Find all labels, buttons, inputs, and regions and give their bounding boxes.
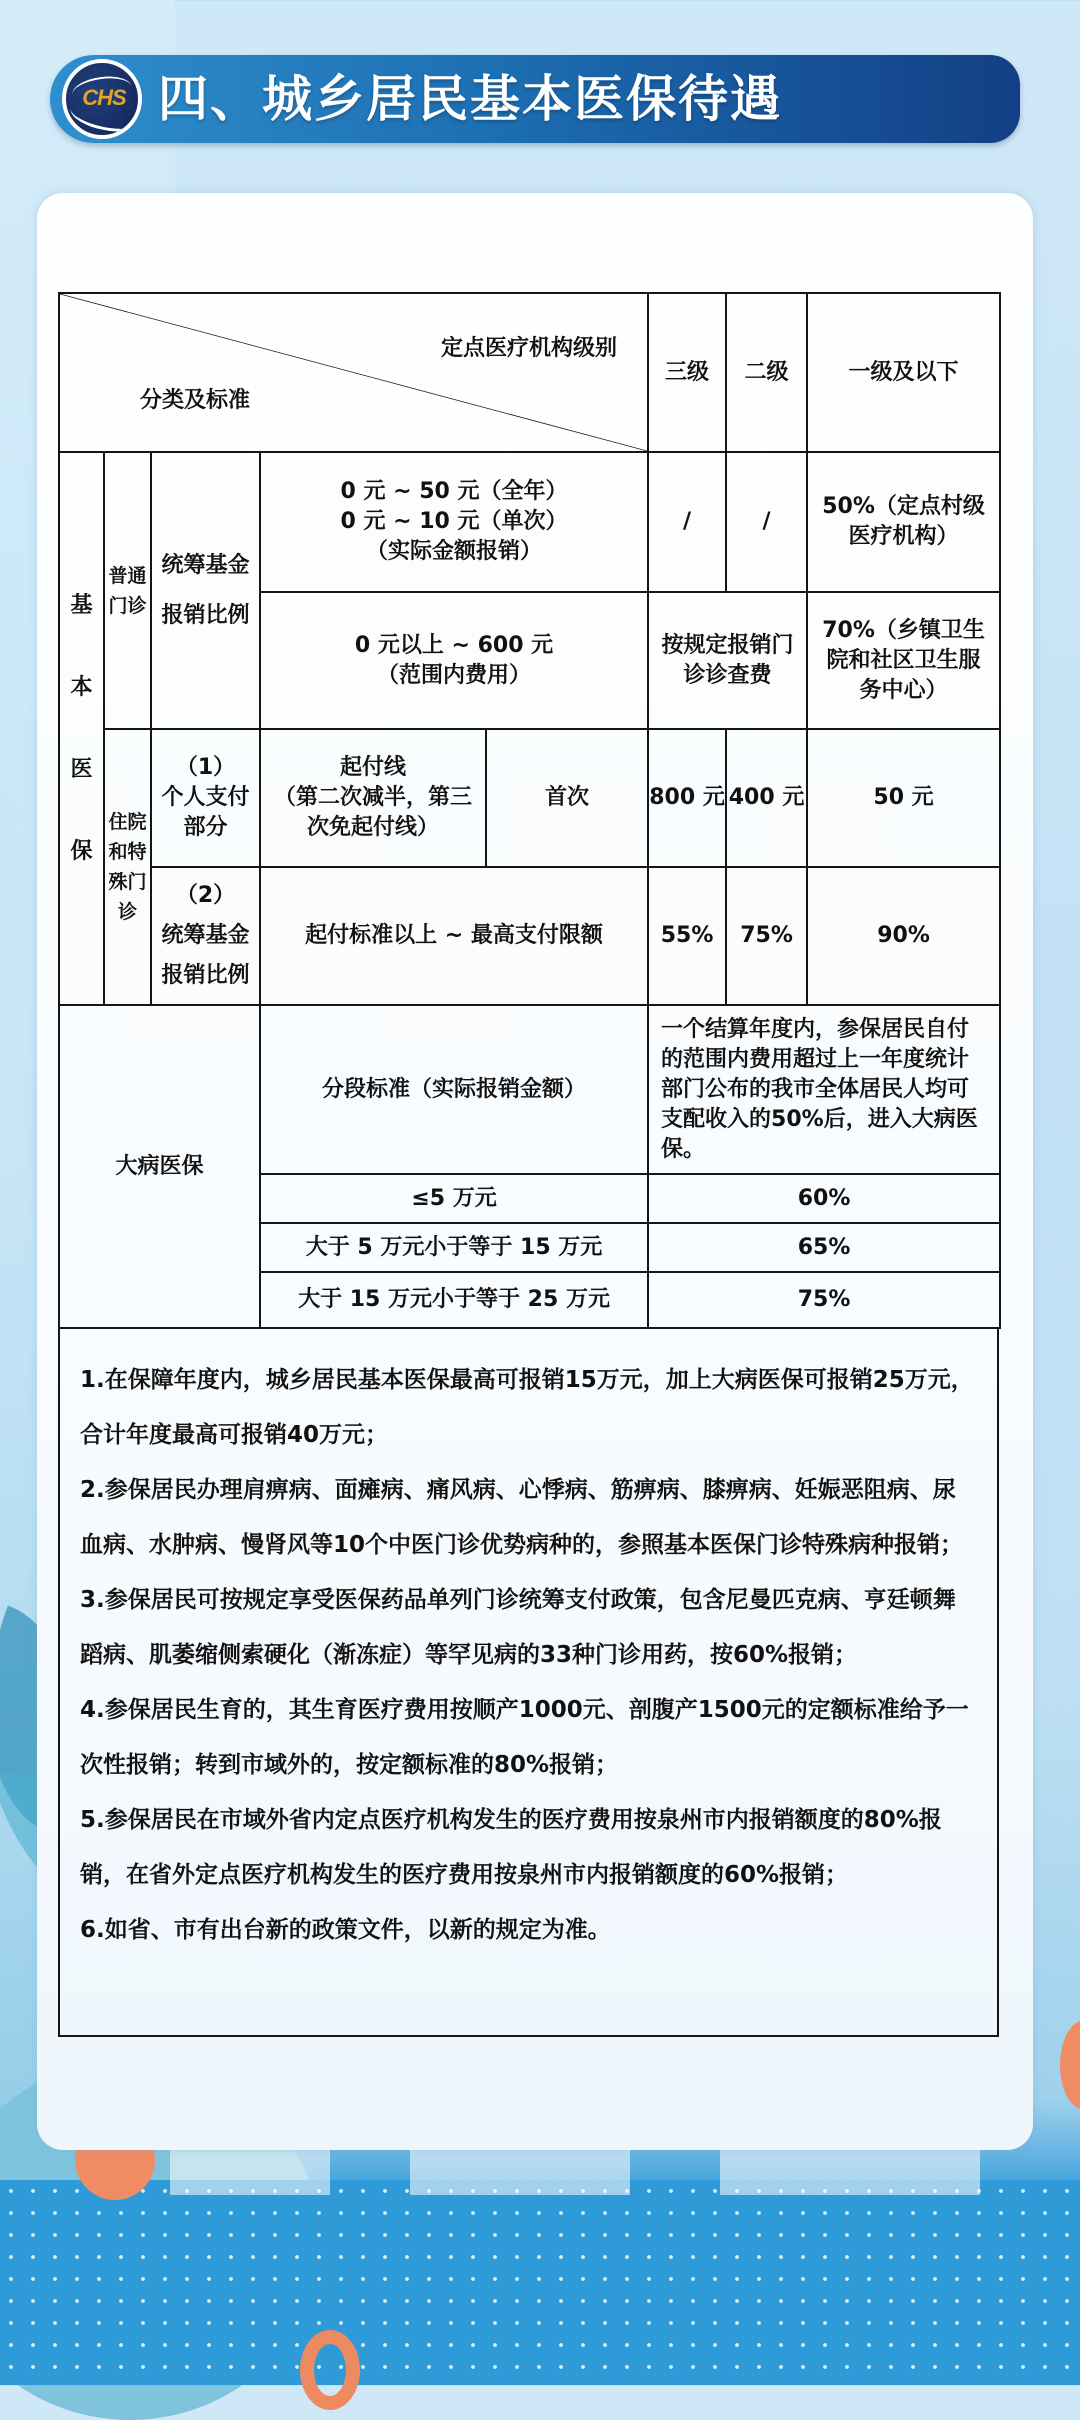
- outpatient-label: 普通门诊: [104, 452, 151, 729]
- tier-rate: 60%: [648, 1174, 1000, 1223]
- page-title: 四、城乡居民基本医保待遇: [158, 70, 782, 128]
- header-category: 分类及标准: [140, 388, 251, 413]
- table-header-row: [59, 293, 1000, 452]
- tier-range: 大于 15 万元小于等于 25 万元: [260, 1272, 648, 1328]
- outpatient-level32-value: 按规定报销门 诊诊查费: [648, 592, 807, 729]
- note-item: 3.参保居民可按规定享受医保药品单列门诊统筹支付政策，包含尼曼匹克病、亨廷顿舞蹈病、肌萎缩侧索硬化（渐冻症）等罕见病的33种门诊用药，按60%报销；: [80, 1587, 956, 1668]
- tier-rate: 65%: [648, 1223, 1000, 1272]
- note-item: 4.参保居民生育的，其生育医疗费用按顺产1000元、剖腹产1500元的定额标准给予一次性报销；转到市域外的，按定额标准的80%报销；: [80, 1697, 969, 1778]
- critical-illness-desc: 一个结算年度内，参保居民自付的范围内费用超过上一年度统计部门公布的我市全体居民人均可支配收入的50%后，进入大病医保。: [648, 1005, 1000, 1174]
- header-level-2: 二级: [726, 293, 807, 452]
- deductible-level2: 400 元: [726, 729, 807, 867]
- logo-text: CHS: [82, 85, 126, 110]
- fund-level1: 90%: [807, 867, 1000, 1005]
- table-row: [59, 1005, 1000, 1174]
- note-item: 6.如省、市有出台新的政策文件，以新的规定为准。: [80, 1917, 611, 1943]
- title-banner: [50, 55, 1020, 143]
- diagonal-header-cell: [59, 293, 648, 452]
- table-row: [59, 452, 1000, 592]
- outpatient-level3-value: /: [648, 452, 726, 592]
- fund-level2: 75%: [726, 867, 807, 1005]
- header-level-3: 三级: [648, 293, 726, 452]
- orange-circle-decoration: [1060, 2020, 1080, 2110]
- city-skyline-decoration: [720, 2150, 980, 2195]
- orange-ring-decoration: [300, 2330, 360, 2410]
- outpatient-range-1: 0 元 ~ 50 元（全年） 0 元 ~ 10 元（单次） （实际金额报销）: [260, 452, 648, 592]
- deductible-level1: 50 元: [807, 729, 1000, 867]
- outpatient-range-2: 0 元以上 ~ 600 元 （范围内费用）: [260, 592, 648, 729]
- table-row: [59, 729, 1000, 867]
- tier-range: ≤5 万元: [260, 1174, 648, 1223]
- chs-logo-icon: [62, 59, 142, 139]
- header-institution-level: 定点医疗机构级别: [441, 336, 618, 361]
- deductible-level3: 800 元: [648, 729, 726, 867]
- outpatient-item: 统筹基金报销比例: [151, 452, 260, 729]
- fund-level3: 55%: [648, 867, 726, 1005]
- diagonal-line: [60, 294, 647, 451]
- dotted-blue-background: [0, 2180, 1080, 2385]
- tier-range: 大于 5 万元小于等于 15 万元: [260, 1223, 648, 1272]
- note-item: 5.参保居民在市域外省内定点医疗机构发生的医疗费用按泉州市内报销额度的80%报销，在省外定点医疗机构发生的医疗费用按泉州市内报销额度的60%报销；: [80, 1807, 942, 1888]
- note-item: 2.参保居民办理肩痹病、面瘫病、痛风病、心悸病、筋痹病、膝痹病、妊娠恶阻病、尿血病、水肿病、慢肾风等10个中医门诊优势病种的，参照基本医保门诊特殊病种报销；: [80, 1477, 964, 1558]
- outpatient-level1-value-2: 70%（乡镇卫生 院和社区卫生服 务中心）: [807, 592, 1000, 729]
- personal-pay-item: （1） 个人支付 部分: [151, 729, 260, 867]
- table-row: [59, 867, 1000, 1005]
- fund-ratio-item: （2） 统筹基金 报销比例: [151, 867, 260, 1005]
- city-skyline-decoration: [410, 2150, 630, 2195]
- outpatient-level2-value: /: [726, 452, 807, 592]
- deductible-desc: 起付线 （第二次减半，第三 次免起付线）: [260, 729, 486, 867]
- tier-standard-label: 分段标准（实际报销金额）: [260, 1005, 648, 1174]
- header-level-1: 一级及以下: [807, 293, 1000, 452]
- benefits-table: [58, 292, 1001, 1329]
- first-time-label: 首次: [486, 729, 648, 867]
- outpatient-level1-value: 50%（定点村级 医疗机构）: [807, 452, 1000, 592]
- critical-illness-label: 大病医保: [59, 1005, 260, 1328]
- notes-box: [58, 1327, 999, 2037]
- fund-range-desc: 起付标准以上 ~ 最高支付限额: [260, 867, 648, 1005]
- city-skyline-decoration: [170, 2150, 330, 2195]
- note-item: 1.在保障年度内，城乡居民基本医保最高可报销15万元，加上大病医保可报销25万元，合计年度最高可报销40万元；: [80, 1367, 974, 1448]
- tier-rate: 75%: [648, 1272, 1000, 1328]
- inpatient-label: 住院和特殊门诊: [104, 729, 151, 1005]
- basic-insurance-label: 基 本 医 保: [59, 452, 104, 1005]
